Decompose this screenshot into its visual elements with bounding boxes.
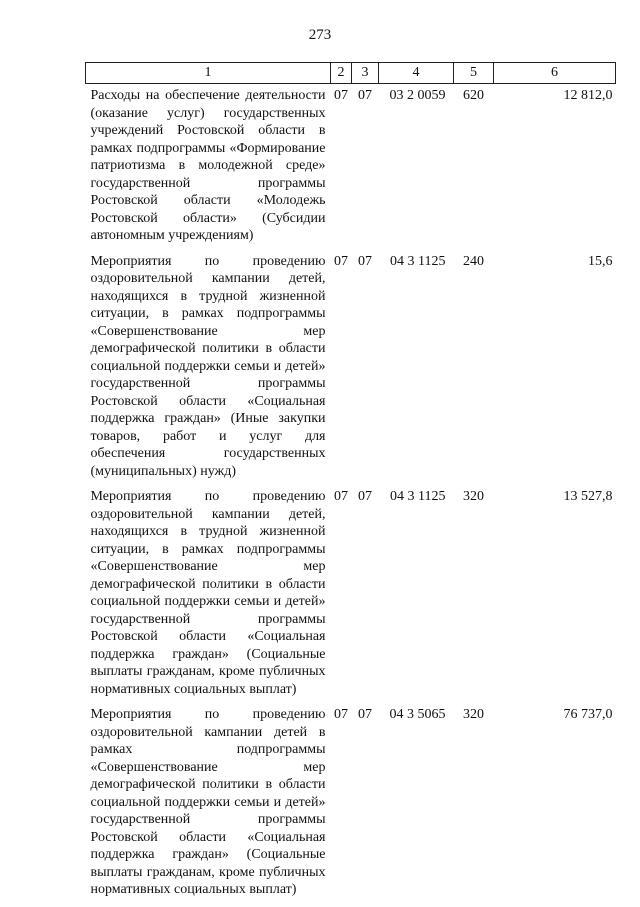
row-description: Мероприятия по проведению оздоровительной кампании детей в рамках подпрограммы «Совершенствование мер демографической политики в области социальной поддержки семьи и детей» государственной программы Ростовской области «Социальная поддержка граждан» (Социальные выплаты гражданам, кроме публичных нормативных социальных выплат) <box>90 707 326 897</box>
row-description: Расходы на обеспечение деятельности (оказание услуг) государственных учреждений Ростовской области в рамках подпрограммы «Формирование патриотизма в молодежной среде» государственной программы Ростовской области «Молодежь Ростовской области» (Субсидии автономным учреждениям) <box>90 88 326 243</box>
row-amount: 15,6 <box>588 253 613 269</box>
row-section: 07 <box>334 707 348 722</box>
column-header: 3 <box>352 63 379 84</box>
column-header: 2 <box>331 63 352 84</box>
row-target-article: 04 3 1125 <box>390 253 446 269</box>
table-row <box>86 706 616 907</box>
row-subsection: 07 <box>358 489 372 504</box>
row-expense-type: 620 <box>463 88 484 103</box>
page-number: 273 <box>308 27 332 43</box>
row-amount: 13 527,8 <box>563 489 613 504</box>
row-section: 07 <box>334 88 348 103</box>
table-row <box>86 253 616 489</box>
row-description: Мероприятия по проведению оздоровительной кампании детей, находящихся в трудной жизненной ситуации, в рамках подпрограммы «Совершенствование мер демографической политики в области социальной поддержки семьи и детей» государственной программы Ростовской области «Социальная поддержка граждан» (Иные закупки товаров, работ и услуг для обеспечения государственных (муниципальных) нужд) <box>90 253 326 479</box>
column-header: 4 <box>379 63 454 84</box>
row-section: 07 <box>334 253 348 269</box>
row-target-article: 03 2 0059 <box>389 88 446 103</box>
row-subsection: 07 <box>358 253 372 269</box>
row-amount: 12 812,0 <box>563 88 613 103</box>
table-row <box>86 84 616 253</box>
row-subsection: 07 <box>358 88 372 103</box>
row-section: 07 <box>334 489 348 504</box>
row-target-article: 04 3 5065 <box>389 707 446 722</box>
column-header: 1 <box>86 63 331 84</box>
column-header: 6 <box>494 63 616 84</box>
row-expense-type: 320 <box>463 489 484 504</box>
row-expense-type: 240 <box>463 253 484 269</box>
table-header-row <box>86 63 616 84</box>
row-subsection: 07 <box>358 707 372 722</box>
table-row <box>86 488 616 706</box>
budget-table <box>85 62 616 907</box>
row-description: Мероприятия по проведению оздоровительной кампании детей, находящихся в трудной жизненной ситуации, в рамках подпрограммы «Совершенствование мер демографической политики в области социальной поддержки семьи и детей» государственной программы Ростовской области «Социальная поддержка граждан» (Социальные выплаты гражданам, кроме публичных нормативных социальных выплат) <box>90 489 326 697</box>
column-header: 5 <box>454 63 494 84</box>
row-expense-type: 320 <box>463 707 484 722</box>
row-amount: 76 737,0 <box>563 707 613 722</box>
row-target-article: 04 3 1125 <box>390 489 446 504</box>
